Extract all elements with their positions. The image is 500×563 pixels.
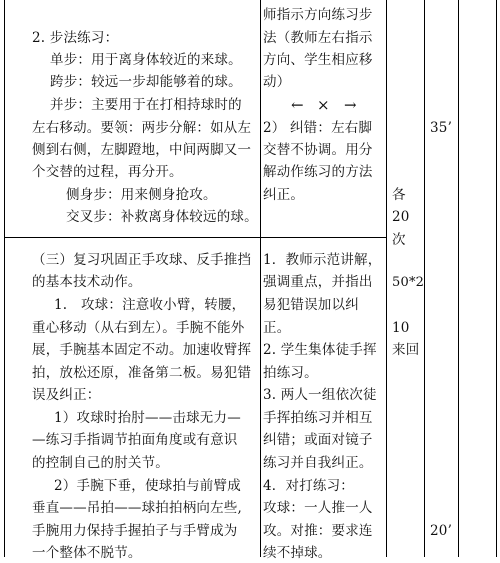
attack-ball-text-4: 拍，放松还原，准备第二板。易犯错	[32, 365, 252, 381]
method-line: 强调重点，并指出	[263, 274, 373, 290]
error-1-text-3: 的控制自己的肘关节。	[32, 455, 169, 471]
method-line: 续不掉球。	[263, 545, 332, 561]
table-border-right	[496, 0, 497, 557]
time-value: 35’	[430, 120, 453, 136]
method-line: 动）	[263, 74, 291, 90]
cross-mark-icon: ×	[317, 96, 330, 114]
method-line: 攻球：一人推一人	[263, 500, 373, 516]
method-line: 解动作练习的方法	[263, 164, 373, 180]
error-2-text-2: 垂直——吊拍——球拍拍柄向左些,	[32, 500, 242, 516]
attack-ball-text-3: 展，手腕基本固定不动。加速收臂挥	[32, 342, 252, 358]
error-1-text-2: —练习手指调节拍面角度或有意识	[32, 432, 238, 448]
method-line: 4．对打练习：	[263, 478, 354, 494]
error-1-text: 1）攻球时抬肘——击球无力—	[54, 410, 241, 426]
repetition-text: 来回	[392, 342, 420, 358]
method-line: 正。	[263, 320, 291, 336]
error-2-text-3: 手腕用力保持手握拍子与手臂成为	[32, 523, 238, 539]
row-separator	[4, 237, 387, 238]
side-step-text-4: 个交替的过程，再分开。	[32, 164, 183, 180]
section-step-practice: 2. 步法练习：	[32, 30, 119, 46]
method-line: 易犯错误加以纠	[263, 297, 359, 313]
single-step-text: 单步：用于离身体较近的来球。	[50, 52, 242, 68]
attack-ball-text-2: 重心移动（从右到左）。手腕不能外	[32, 320, 245, 336]
side-step-text-2: 左右移动。要领：两步分解：如从左	[32, 120, 252, 136]
error-2-text-4: 一个整体不脱节。	[32, 545, 142, 561]
table-divider-1	[260, 0, 261, 557]
method-line: 2. 学生集体徒手挥	[263, 342, 377, 358]
repetition-text: 10	[392, 320, 410, 336]
left-arrow-icon: ←	[291, 96, 304, 114]
cross-step-text: 跨步：较远一步却能够着的球。	[50, 74, 242, 90]
repetition-text: 各	[392, 187, 406, 203]
method-line: 法（教师左右指示	[263, 30, 373, 46]
method-line: 拍练习。	[263, 365, 318, 381]
crossover-step-text: 交叉步：补救离身体较远的球。	[66, 209, 258, 225]
side-step-text: 并步：主要用于在打相持球时的	[50, 97, 242, 113]
section-review-heading-2: 的基本技术动作。	[32, 274, 142, 290]
repetition-text: 50*2	[392, 275, 425, 290]
method-line: 师指示方向练习步	[263, 7, 373, 23]
time-value: 20’	[430, 523, 453, 539]
repetition-text: 20	[392, 209, 410, 225]
method-line: 练习并自我纠正。	[263, 455, 373, 471]
attack-ball-text: 1. 攻球：注意收小臂，转腰，	[54, 297, 246, 313]
method-line: 纠正。	[263, 187, 305, 203]
method-line: 交替不协调。用分	[263, 142, 373, 158]
method-line: 纠错；或面对镜子	[263, 432, 373, 448]
method-line: 手挥拍练习并相互	[263, 410, 373, 426]
error-2-text: 2）手腕下垂，使球拍与前臂成	[54, 478, 241, 494]
section-review-heading: （三）复习巩固正手攻球、反手推挡	[32, 252, 252, 268]
table-divider-4	[458, 0, 459, 557]
table-divider-3	[424, 0, 425, 557]
sidestep-attack-text: 侧身步：用来侧身抢攻。	[66, 187, 217, 203]
repetition-text: 次	[392, 232, 406, 248]
attack-ball-text-5: 误及纠正：	[32, 387, 101, 403]
table-border-left	[4, 0, 5, 557]
method-line: 3. 两人一组依次徒	[263, 387, 377, 403]
method-line: 1．教师示范讲解，	[263, 252, 382, 268]
side-step-text-3: 侧到右侧，左脚蹬地，中间两脚又一	[32, 142, 252, 158]
method-line: 方向、学生相应移	[263, 52, 373, 68]
right-arrow-icon: →	[344, 96, 357, 114]
table-divider-2	[386, 0, 387, 557]
method-line: 2） 纠错：左右脚	[263, 120, 373, 136]
method-line: 攻。对推：要求连	[263, 523, 373, 539]
